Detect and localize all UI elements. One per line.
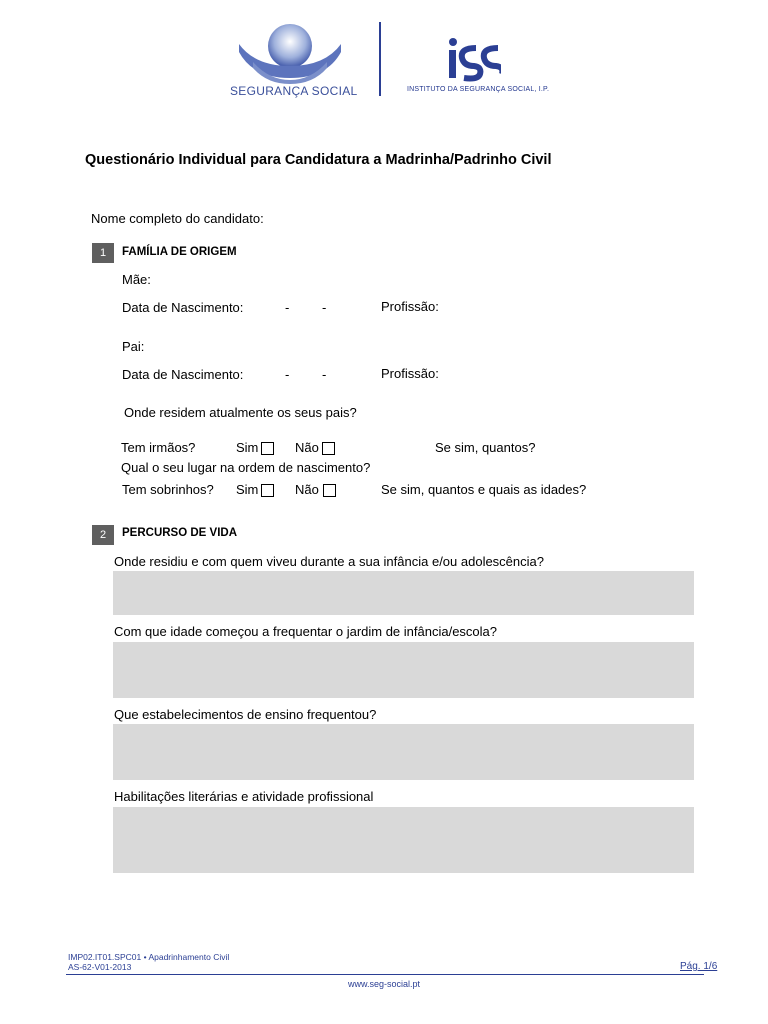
nephews-no-checkbox[interactable] [323, 484, 336, 497]
siblings-label: Tem irmãos? [121, 440, 196, 455]
question-schools-attended: Que estabelecimentos de ensino frequentou? [114, 707, 377, 722]
section-1-number: 1 [92, 243, 114, 263]
father-label: Pai: [122, 339, 145, 354]
section-1-title: FAMÍLIA DE ORIGEM [122, 246, 237, 258]
seguranca-social-logo-text: SEGURANÇA SOCIAL [230, 84, 358, 98]
section-2-title: PERCURSO DE VIDA [122, 527, 238, 539]
answer-field-schools-attended[interactable] [113, 724, 694, 780]
father-birthdate-label: Data de Nascimento: [122, 367, 244, 382]
seguranca-social-logo [235, 22, 345, 84]
iss-logo-text: INSTITUTO DA SEGURANÇA SOCIAL, I.P. [407, 86, 550, 93]
mother-profession-label: Profissão: [381, 299, 439, 314]
father-date-separator: - [285, 367, 290, 382]
nephews-how-many-label: Se sim, quantos e quais as idades? [381, 482, 587, 497]
question-qualifications: Habilitações literárias e atividade profissional [114, 789, 374, 804]
logo-divider [379, 22, 381, 96]
siblings-yes-label: Sim [236, 440, 259, 455]
footer-document-code: IMP02.IT01.SPC01 • Apadrinhamento Civil [68, 952, 230, 962]
footer-version-code: AS-62-V01-2013 [68, 962, 132, 972]
siblings-no-checkbox[interactable] [322, 442, 335, 455]
nephews-yes-checkbox[interactable] [261, 484, 274, 497]
candidate-name-label: Nome completo do candidato: [91, 211, 264, 226]
mother-label: Mãe: [122, 272, 151, 287]
answer-field-childhood-residence[interactable] [113, 571, 694, 615]
answer-field-qualifications[interactable] [113, 807, 694, 873]
nephews-label: Tem sobrinhos? [122, 482, 214, 497]
nephews-no-label: Não [295, 482, 319, 497]
siblings-yes-checkbox[interactable] [261, 442, 274, 455]
birth-order-question: Qual o seu lugar na ordem de nascimento? [121, 460, 371, 475]
father-date-separator: - [322, 367, 327, 382]
siblings-no-label: Não [295, 440, 319, 455]
mother-date-separator: - [285, 300, 290, 315]
page-title: Questionário Individual para Candidatura a Madrinha/Padrinho Civil [85, 152, 552, 168]
iss-logo [446, 36, 501, 82]
nephews-yes-label: Sim [236, 482, 259, 497]
question-childhood-residence: Onde residiu e com quem viveu durante a sua infância e/ou adolescência? [114, 554, 544, 569]
father-profession-label: Profissão: [381, 366, 439, 381]
answer-field-school-start-age[interactable] [113, 642, 694, 698]
page-number: Pág. 1/6 [680, 961, 718, 972]
section-2-number: 2 [92, 525, 114, 545]
footer-divider [66, 974, 704, 975]
mother-birthdate-label: Data de Nascimento: [122, 300, 244, 315]
mother-date-separator: - [322, 300, 327, 315]
parents-residence-question: Onde residem atualmente os seus pais? [124, 405, 357, 420]
footer-url-link[interactable]: www.seg-social.pt [347, 979, 421, 989]
siblings-how-many-label: Se sim, quantos? [435, 440, 536, 455]
question-school-start-age: Com que idade começou a frequentar o jardim de infância/escola? [114, 624, 498, 639]
